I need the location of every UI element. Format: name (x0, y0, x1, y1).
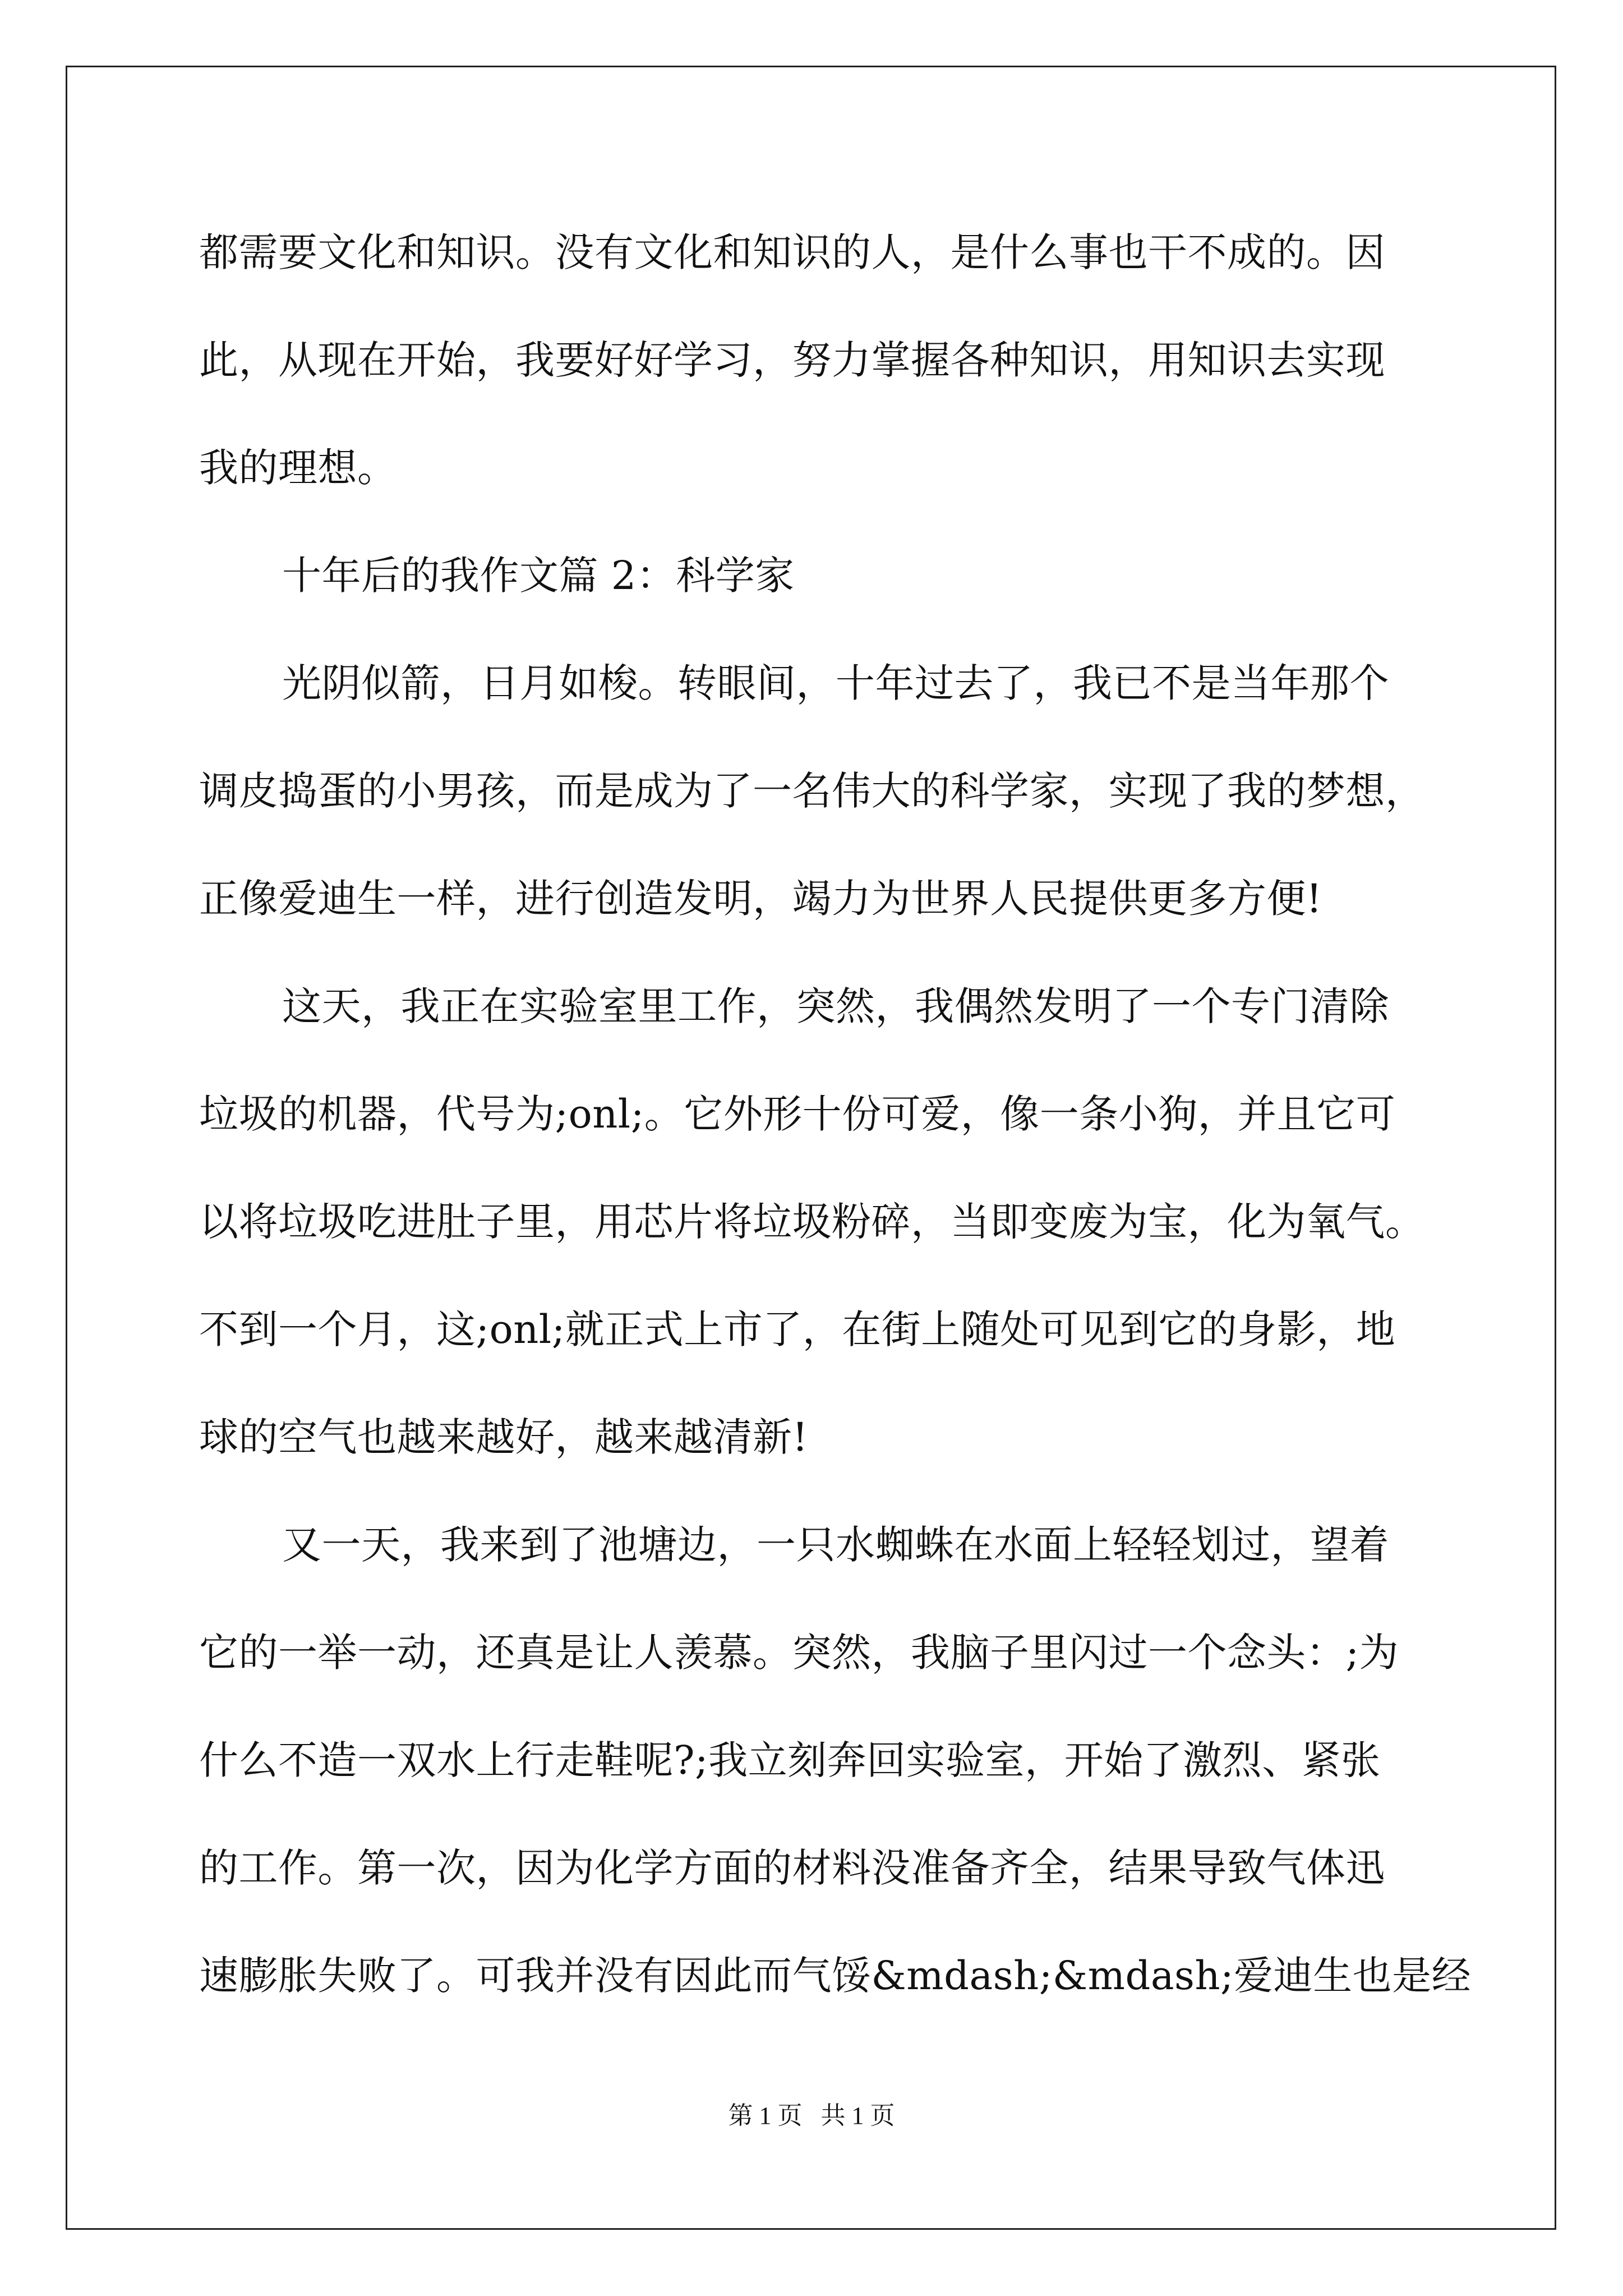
section-heading: 十年后的我作文篇 2：科学家 (282, 553, 795, 599)
text-line: 我的理想。 (199, 445, 397, 491)
text-line: 垃圾的机器，代号为;onl;。它外形十份可爱，像一条小狗，并且它可 (199, 1091, 1396, 1137)
text-line: 不到一个月，这;onl;就正式上市了，在街上随处可见到它的身影，地 (199, 1306, 1396, 1352)
page-footer: 第 1 页 共 1 页 (728, 2102, 895, 2129)
text-line: 以将垃圾吃进肚子里，用芯片将垃圾粉碎，当即变废为宝，化为氧气。 (199, 1199, 1425, 1245)
text-line: 它的一举一动，还真是让人羡慕。突然，我脑子里闪过一个念头：;为 (199, 1630, 1399, 1676)
text-line: 的工作。第一次，因为化学方面的材料没准备齐全，结果导致气体迅 (199, 1845, 1385, 1891)
text-line: 这天，我正在实验室里工作，突然，我偶然发明了一个专门清除 (282, 983, 1389, 1029)
text-line: 球的空气也越来越好，越来越清新! (199, 1414, 809, 1460)
text-line: 调皮捣蛋的小男孩，而是成为了一名伟大的科学家，实现了我的梦想， (199, 768, 1425, 814)
text-line: 光阴似箭，日月如梭。转眼间，十年过去了，我已不是当年那个 (282, 660, 1389, 706)
document-body (199, 216, 1472, 2047)
text-line: 正像爱迪生一样，进行创造发明，竭力为世界人民提供更多方便! (199, 876, 1322, 922)
text-line: 速膨胀失败了。可我并没有因此而气馁&mdash;&mdash;爱迪生也是经 (199, 1953, 1472, 1999)
text-line: 此，从现在开始，我要好好学习，努力掌握各种知识，用知识去实现 (199, 337, 1385, 383)
text-line: 都需要文化和知识。没有文化和知识的人，是什么事也干不成的。因 (199, 229, 1385, 275)
text-line: 什么不造一双水上行走鞋呢?;我立刻奔回实验室，开始了激烈、紧张 (199, 1737, 1381, 1783)
text-line: 又一天，我来到了池塘边，一只水蜘蛛在水面上轻轻划过，望着 (282, 1522, 1389, 1568)
